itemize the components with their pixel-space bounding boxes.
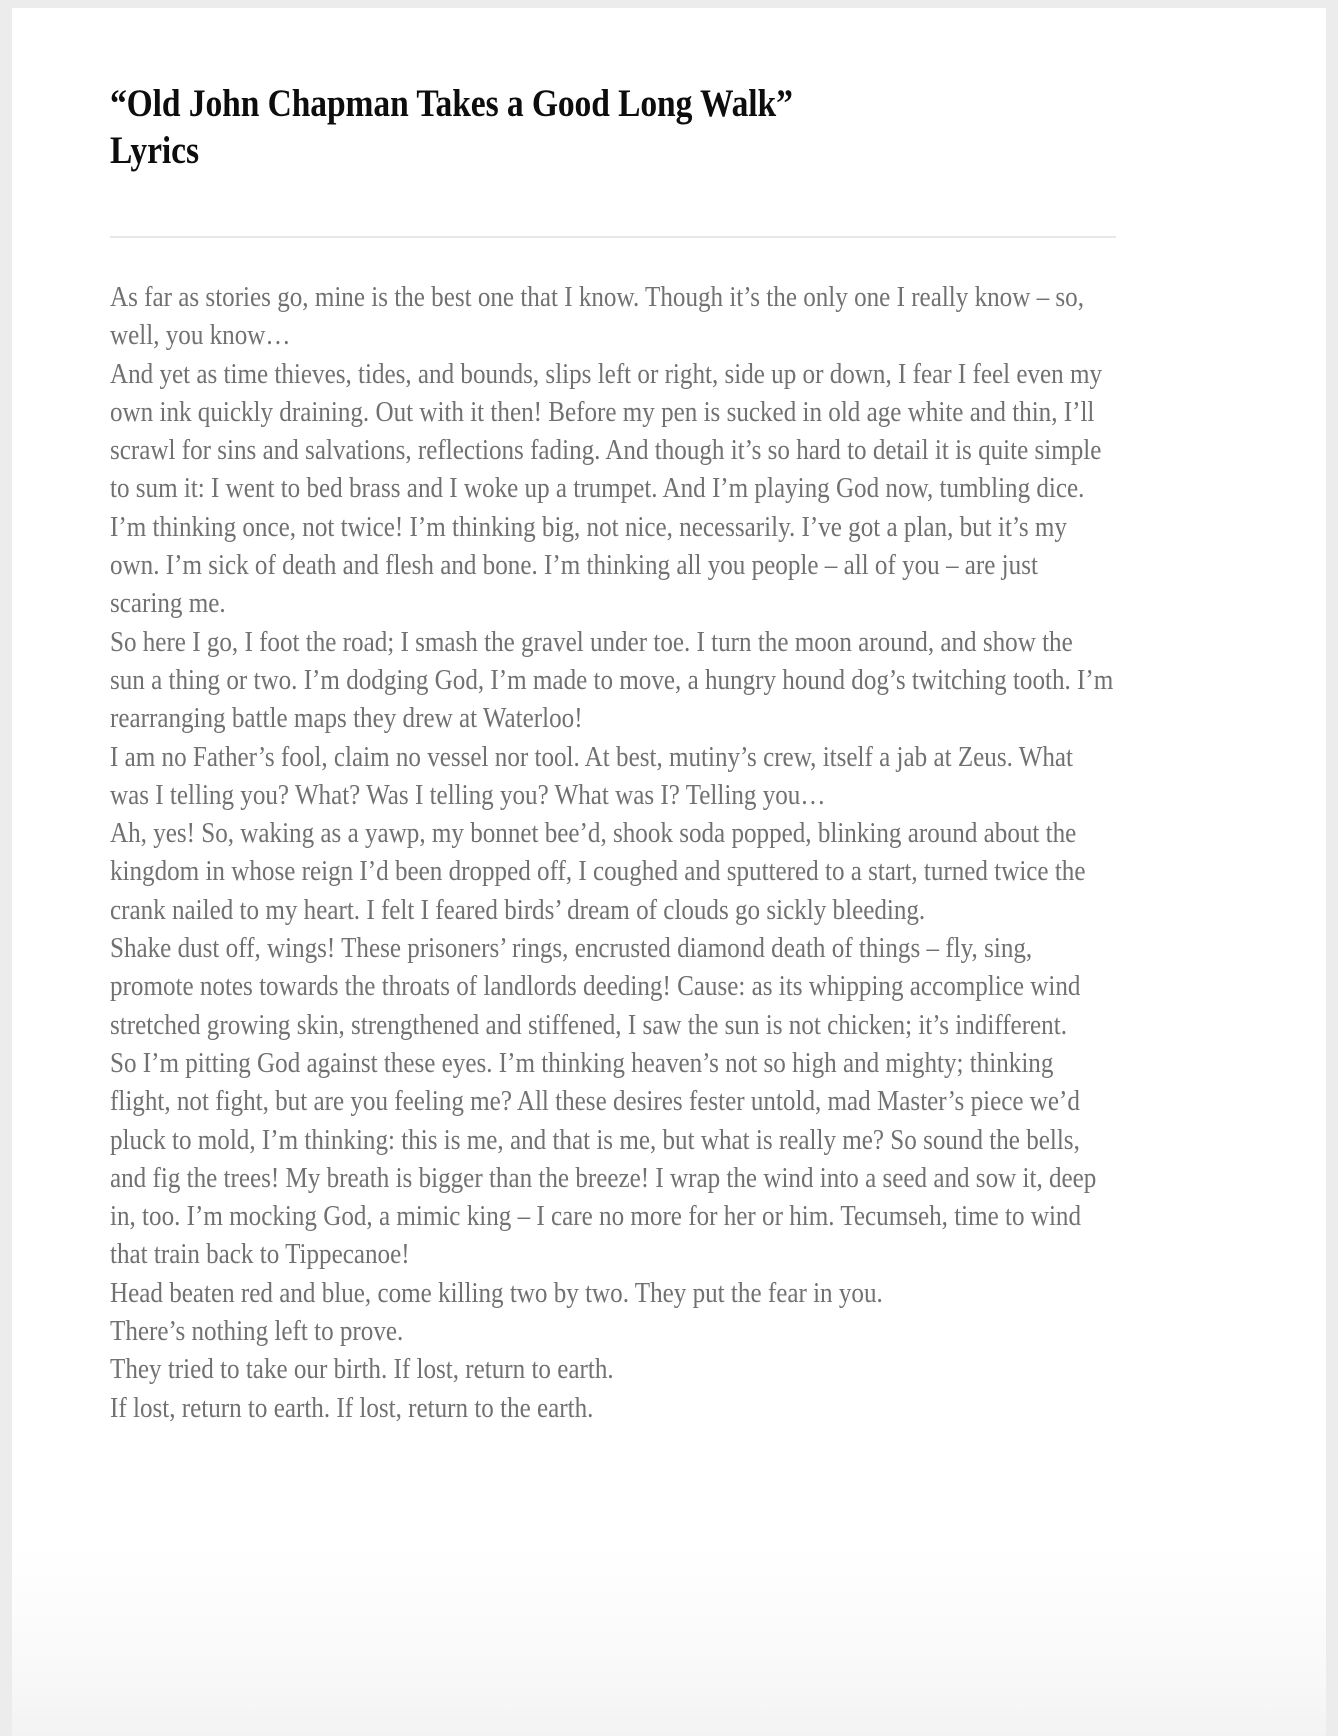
lyric-line: Ah, yes! So, waking as a yawp, my bonnet bee’d, shook soda popped, blinking around about the kingdom in whose reign I’d been dropped off, I coughed and sputtered to a start, turned twice the crank nailed to my heart. I felt I feared birds’ dream of clouds go sickly bleeding. xyxy=(110,817,1086,926)
lyric-line: They tried to take our birth. If lost, return to earth. xyxy=(110,1353,614,1386)
title-divider xyxy=(110,236,1116,238)
lyric-line: If lost, return to earth. If lost, return to the earth. xyxy=(110,1391,594,1424)
page-title-line-2: Lyrics xyxy=(110,129,199,172)
lyric-line: I am no Father’s fool, claim no vessel nor tool. At best, mutiny’s crew, itself a jab at Zeus. What was I telling you? What? Was I telling you? What was I? Telling you… xyxy=(110,740,1074,811)
lyric-line: There’s nothing left to prove. xyxy=(110,1315,404,1348)
lyric-line: As far as stories go, mine is the best one that I know. Though it’s the only one I really know – so, well, you know… xyxy=(110,281,1084,352)
lyric-line: So here I go, I foot the road; I smash the gravel under toe. I turn the moon around, and show the sun a thing or two. I’m dodging God, I’m made to move, a hungry hound dog’s twitching tooth. I’m rearranging battle maps they drew at Waterloo! xyxy=(110,625,1114,735)
page-title xyxy=(110,80,1108,174)
lyrics-content xyxy=(110,80,1114,1427)
card-bottom-fade xyxy=(12,1546,1326,1736)
lyric-line: Shake dust off, wings! These prisoners’ rings, encrusted diamond death of things – fly, sing, promote notes towards the throats of landlords deeding! Cause: as its whipping accomplice wind stretched growing skin, strengthened and stiffened, I saw the sun is not chicken; it’s indifferent. xyxy=(110,932,1081,1041)
lyric-line: Head beaten red and blue, come killing two by two. They put the fear in you. xyxy=(110,1276,883,1309)
page-title-line-1: “Old John Chapman Takes a Good Long Walk” xyxy=(110,82,793,125)
lyric-line: So I’m pitting God against these eyes. I’m thinking heaven’s not so high and mighty; thinking flight, not fight, but are you feeling me? All these desires fester untold, mad Master’s piece we’d pluck to mold, I’m thinking: this is me, and that is me, but what is really me? So sound the bells, and fig the trees! My breath is bigger than the breeze! I wrap the wind into a seed and sow it, deep in, too. I’m mocking God, a mimic king – I care no more for her or him. Tecumseh, time to wind that train back to Tippecanoe! xyxy=(110,1046,1097,1271)
lyrics-page-card xyxy=(12,8,1326,1736)
lyrics-text-block xyxy=(110,278,1113,1427)
lyric-line: And yet as time thieves, tides, and bounds, slips left or right, side up or down, I fear I feel even my own ink quickly draining. Out with it then! Before my pen is sucked in old age white and thin, I’ll scrawl for sins and salvations, reflections fading. And though it’s so hard to detail it is quite simple to sum it: I went to bed brass and I woke up a trumpet. And I’m playing God now, tumbling dice. I’m thinking once, not twice! I’m thinking big, not nice, necessarily. I’ve got a plan, but it’s my own. I’m sick of death and flesh and bone. I’m thinking all you people – all of you – are just scaring me. xyxy=(110,357,1103,620)
